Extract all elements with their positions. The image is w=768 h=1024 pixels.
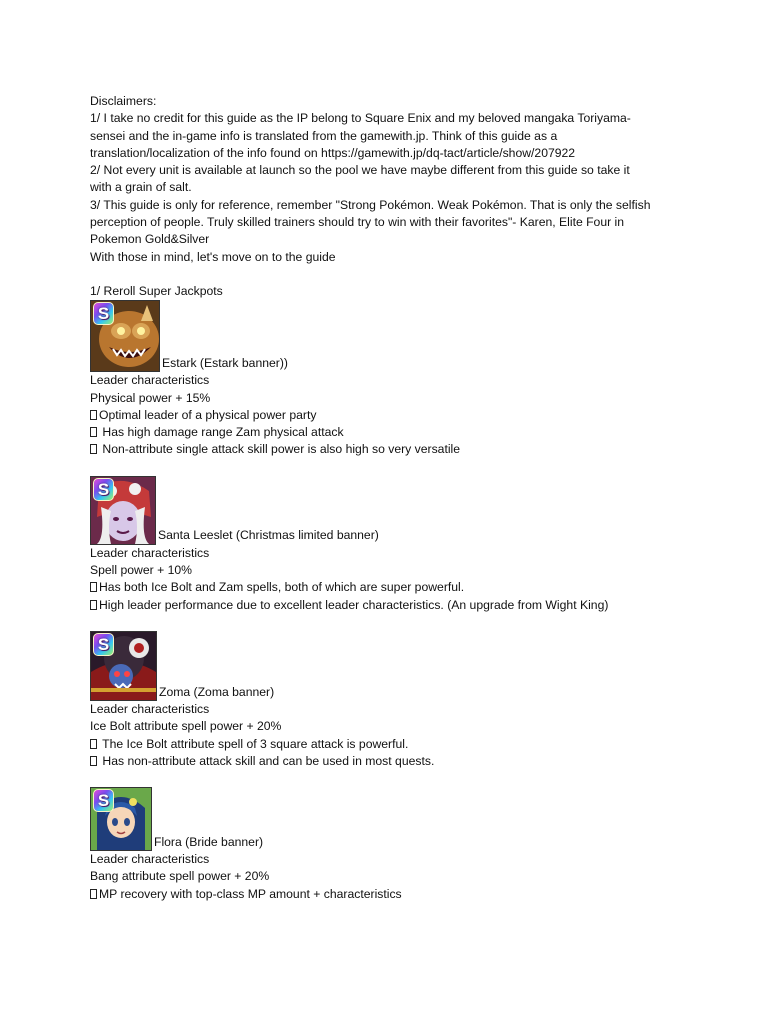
unit-entry-santa-leeslet xyxy=(90,476,690,614)
guide-content xyxy=(90,93,690,920)
disclaimers-section xyxy=(90,93,690,266)
checkbox-glyph-icon xyxy=(90,410,97,420)
rank-s-badge: S xyxy=(93,478,114,501)
disclaimer-line: perception of people. Truly skilled trainers should try to win with their favorites"- Karen, Elite Four in xyxy=(90,215,625,230)
checkbox-glyph-icon xyxy=(90,427,97,437)
santa-leeslet-portrait-icon xyxy=(90,476,156,545)
leader-characteristics-label: Leader characteristics xyxy=(90,701,210,716)
disclaimers-heading: Disclaimers: xyxy=(90,94,157,108)
leader-stat: Spell power + 10% xyxy=(90,563,192,578)
unit-point: Has both Ice Bolt and Zam spells, both of which are super powerful. xyxy=(90,579,690,596)
flora-portrait-icon xyxy=(90,787,152,851)
leader-stat: Bang attribute spell power + 20% xyxy=(90,869,270,884)
section-title: 1/ Reroll Super Jackpots xyxy=(90,283,223,298)
disclaimer-line: 2/ Not every unit is available at launch so the pool we have maybe different from this guide so take it xyxy=(90,163,630,178)
leader-characteristics-label: Leader characteristics xyxy=(90,373,210,388)
unit-point: Has high damage range Zam physical attack xyxy=(90,424,690,441)
unit-point: MP recovery with top-class MP amount + characteristics xyxy=(90,886,690,903)
disclaimer-line: With those in mind, let's move on to the guide xyxy=(90,249,336,264)
checkbox-glyph-icon xyxy=(90,600,97,610)
leader-stat: Ice Bolt attribute spell power + 20% xyxy=(90,719,282,734)
leader-stat: Physical power + 15% xyxy=(90,390,211,405)
unit-point: Non-attribute single attack skill power is also high so very versatile xyxy=(90,441,690,458)
disclaimer-line: with a grain of salt. xyxy=(90,180,192,195)
disclaimer-line: sensei and the in-game info is translated from the gamewith.jp. Think of this guide as a xyxy=(90,128,558,143)
unit-point: Has non-attribute attack skill and can be used in most quests. xyxy=(90,753,690,770)
unit-entry-estark xyxy=(90,300,690,458)
unit-name: Flora (Bride banner) xyxy=(154,834,264,849)
checkbox-glyph-icon xyxy=(90,739,97,749)
disclaimer-line: 3/ This guide is only for reference, remember "Strong Pokémon. Weak Pokémon. That is only the selfish xyxy=(90,197,651,212)
disclaimer-line: 1/ I take no credit for this guide as the IP belong to Square Enix and my beloved mangaka Toriyama- xyxy=(90,111,631,126)
checkbox-glyph-icon xyxy=(90,889,97,899)
leader-characteristics-label: Leader characteristics xyxy=(90,852,210,867)
unit-entry-flora xyxy=(90,787,690,903)
leader-characteristics-label: Leader characteristics xyxy=(90,545,210,560)
disclaimer-line: translation/localization of the info found on https://gamewith.jp/dq-tact/article/show/207922 xyxy=(90,145,576,160)
unit-point: Optimal leader of a physical power party xyxy=(90,407,690,424)
disclaimer-line: Pokemon Gold&Silver xyxy=(90,232,210,247)
unit-point: High leader performance due to excellent leader characteristics. (An upgrade from Wight King) xyxy=(90,597,690,614)
estark-portrait-icon xyxy=(90,300,160,372)
unit-name: Zoma (Zoma banner) xyxy=(159,684,275,699)
rank-s-badge: S xyxy=(93,789,114,812)
spacer xyxy=(90,266,690,283)
checkbox-glyph-icon xyxy=(90,444,97,454)
zoma-portrait-icon xyxy=(90,631,157,701)
unit-name: Santa Leeslet (Christmas limited banner) xyxy=(158,528,379,543)
rank-s-badge: S xyxy=(93,633,114,656)
unit-name: Estark (Estark banner)) xyxy=(162,355,288,370)
checkbox-glyph-icon xyxy=(90,756,97,766)
unit-entry-zoma xyxy=(90,631,690,770)
checkbox-glyph-icon xyxy=(90,582,97,592)
unit-point: The Ice Bolt attribute spell of 3 square attack is powerful. xyxy=(90,736,690,753)
rank-s-badge: S xyxy=(93,302,114,325)
